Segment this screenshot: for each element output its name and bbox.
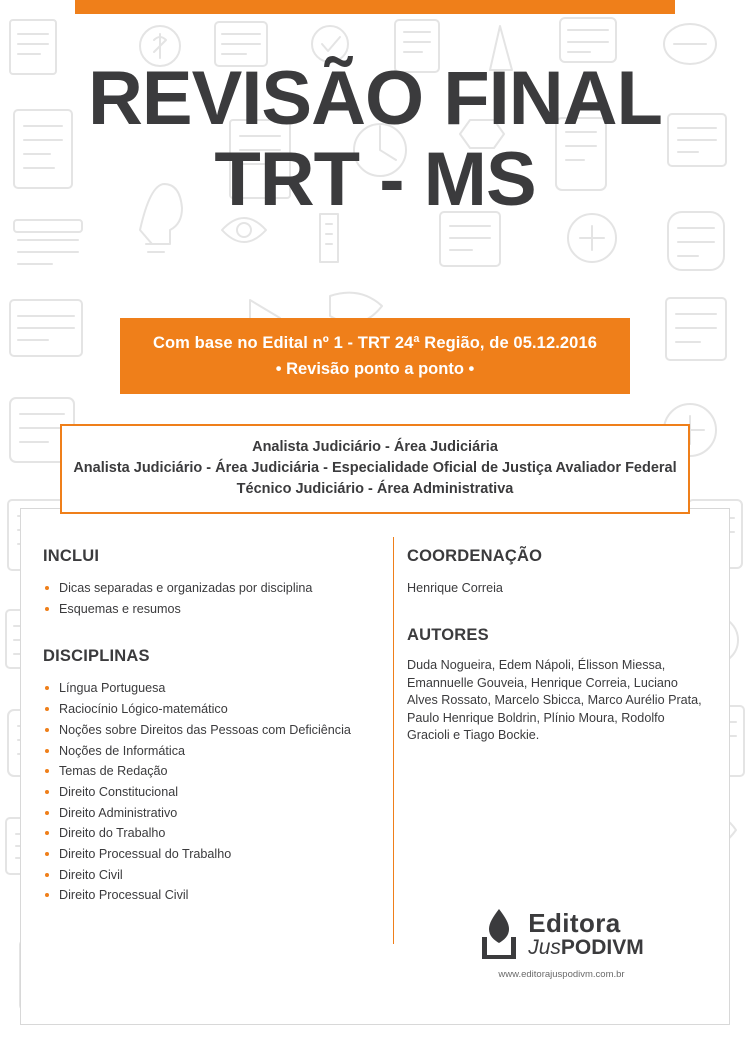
page-subtitle: TRT - MS xyxy=(214,136,536,222)
publisher-logo xyxy=(393,907,730,980)
list-item: Direito Civil xyxy=(43,865,379,886)
list-item: Dicas separadas e organizadas por disciplina xyxy=(43,578,379,599)
disciplinas-list xyxy=(43,678,379,906)
list-item: Direito Processual Civil xyxy=(43,885,379,906)
cover-title-block xyxy=(0,56,750,222)
list-item: Temas de Redação xyxy=(43,761,379,782)
page-title: REVISÃO FINAL xyxy=(88,56,662,141)
list-item: Direito Administrativo xyxy=(43,803,379,824)
left-column xyxy=(21,509,379,1024)
inclui-heading: INCLUI xyxy=(43,547,100,565)
inclui-list xyxy=(43,578,379,619)
content-card xyxy=(20,508,730,1025)
coordenacao-name: Henrique Correia xyxy=(407,581,503,595)
cargos-box xyxy=(60,424,690,514)
edital-reference: Com base no Edital nº 1 - TRT 24ª Região, de 05.12.2016 xyxy=(152,333,598,352)
list-item: Direito Constitucional xyxy=(43,782,379,803)
publisher-imprint-jus: Jus xyxy=(528,936,561,959)
autores-heading: AUTORES xyxy=(407,626,489,644)
publisher-name: Editora xyxy=(528,908,621,938)
coordenacao-heading: COORDENAÇÃO xyxy=(407,547,543,565)
column-divider xyxy=(393,537,394,944)
list-item: Esquemas e resumos xyxy=(43,599,379,620)
autores-list: Duda Nogueira, Edem Nápoli, Élisson Miessa, Emannuelle Gouveia, Henrique Correia, Luciano Alves Rossato, Marcelo Sbicca, Marco Aurélio Prata, Paulo Henrique Boldrin, Plínio Moura, Rodolfo Gracioli e Tiago Bockie. xyxy=(407,658,702,742)
list-item: Língua Portuguesa xyxy=(43,678,379,699)
cargo-item: Técnico Judiciário - Área Administrativa xyxy=(236,481,514,498)
cargo-item: Analista Judiciário - Área Judiciária - Especialidade Oficial de Justiça Avaliador Federal xyxy=(73,460,677,477)
book-flame-icon xyxy=(479,907,519,961)
disciplinas-heading: DISCIPLINAS xyxy=(43,647,150,666)
publisher-imprint-podivm: PODIVM xyxy=(560,936,644,959)
list-item: Direito Processual do Trabalho xyxy=(43,844,379,865)
top-accent-bar xyxy=(75,0,675,14)
list-item: Raciocínio Lógico-matemático xyxy=(43,699,379,720)
cargo-item: Analista Judiciário - Área Judiciária xyxy=(252,439,498,455)
list-item: Direito do Trabalho xyxy=(43,823,379,844)
list-item: Noções de Informática xyxy=(43,741,379,762)
publisher-imprint xyxy=(528,937,644,958)
list-item: Noções sobre Direitos das Pessoas com Deficiência xyxy=(43,720,379,741)
edital-tagline: • Revisão ponto a ponto • xyxy=(275,359,475,378)
publisher-url: www.editorajuspodivm.com.br xyxy=(498,969,625,980)
edital-banner xyxy=(120,318,630,394)
